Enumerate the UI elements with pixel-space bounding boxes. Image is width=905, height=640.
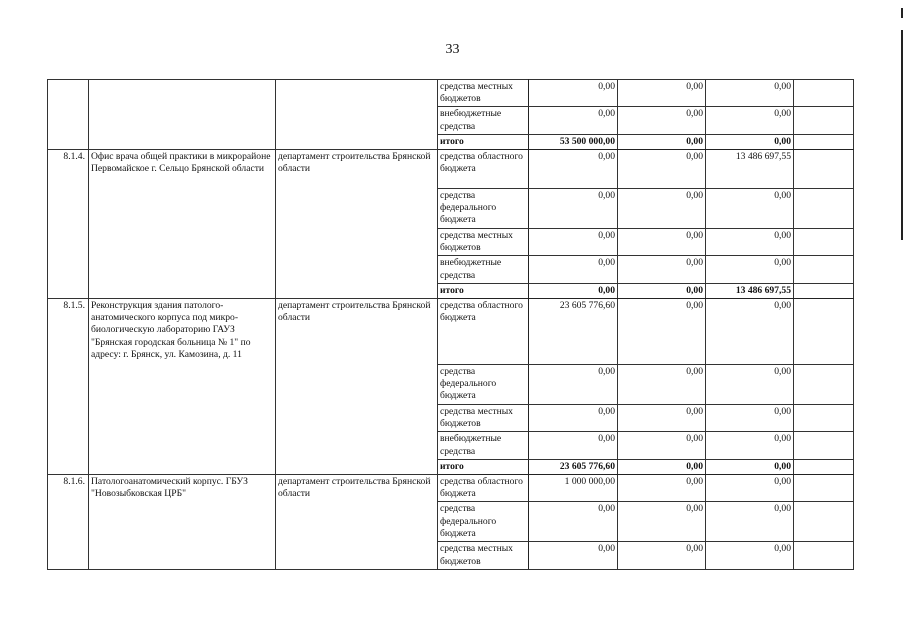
extra-cell <box>794 150 854 189</box>
value-cell: 0,00 <box>618 432 706 459</box>
value-cell: 0,00 <box>618 365 706 405</box>
value-cell: 0,00 <box>529 432 618 459</box>
value-cell: 0,00 <box>706 256 794 283</box>
code-cell: 8.1.5. <box>48 299 89 475</box>
extra-cell <box>794 107 854 134</box>
value-cell: 0,00 <box>529 542 618 569</box>
extra-cell <box>794 229 854 256</box>
value-cell: 0,00 <box>706 475 794 502</box>
value-cell: 0,00 <box>618 299 706 365</box>
source-cell: итого <box>438 459 529 474</box>
source-cell: средства местных бюджетов <box>438 405 529 432</box>
dept-cell: департамент строительства Брянской области <box>276 299 438 475</box>
dept-cell: департамент строительства Брянской области <box>276 150 438 299</box>
value-cell: 1 000 000,00 <box>529 475 618 502</box>
source-cell: итого <box>438 134 529 149</box>
source-cell: средства федерального бюджета <box>438 502 529 542</box>
extra-cell <box>794 459 854 474</box>
value-cell: 23 605 776,60 <box>529 459 618 474</box>
dept-cell: департамент строительства Брянской области <box>276 475 438 570</box>
value-cell: 0,00 <box>706 229 794 256</box>
code-cell <box>48 80 89 150</box>
budget-table <box>47 79 854 570</box>
name-cell: Офис врача общей практики в микрорайоне Первомайское г. Сельцо Брянской области <box>89 150 276 299</box>
extra-cell <box>794 80 854 107</box>
dept-cell <box>276 80 438 150</box>
value-cell: 0,00 <box>529 80 618 107</box>
value-cell: 13 486 697,55 <box>706 283 794 298</box>
source-cell: средства областного бюджета <box>438 150 529 189</box>
value-cell: 0,00 <box>618 256 706 283</box>
value-cell: 0,00 <box>706 542 794 569</box>
source-cell: средства областного бюджета <box>438 475 529 502</box>
value-cell: 53 500 000,00 <box>529 134 618 149</box>
value-cell: 0,00 <box>618 189 706 229</box>
value-cell: 0,00 <box>706 459 794 474</box>
table-row <box>48 150 854 189</box>
extra-cell <box>794 134 854 149</box>
value-cell: 0,00 <box>529 405 618 432</box>
name-cell <box>89 80 276 150</box>
code-cell: 8.1.6. <box>48 475 89 570</box>
value-cell: 0,00 <box>529 229 618 256</box>
extra-cell <box>794 299 854 365</box>
name-cell: Реконструкция здания патолого-анатомического корпуса под микро-биологическую лабораторию ГАУЗ "Брянская городская больница № 1" по адресу: г. Брянск, ул. Камозина, д. 11 <box>89 299 276 475</box>
extra-cell <box>794 365 854 405</box>
value-cell: 0,00 <box>706 189 794 229</box>
extra-cell <box>794 256 854 283</box>
value-cell: 0,00 <box>706 432 794 459</box>
value-cell: 0,00 <box>618 283 706 298</box>
scan-edge-line <box>901 30 903 240</box>
table-row <box>48 299 854 365</box>
value-cell: 0,00 <box>618 542 706 569</box>
source-cell: средства федерального бюджета <box>438 189 529 229</box>
value-cell: 0,00 <box>529 189 618 229</box>
value-cell: 0,00 <box>618 150 706 189</box>
source-cell: средства областного бюджета <box>438 299 529 365</box>
source-cell: средства федерального бюджета <box>438 365 529 405</box>
table-row <box>48 80 854 107</box>
source-cell: внебюджетные средства <box>438 256 529 283</box>
value-cell: 0,00 <box>618 405 706 432</box>
source-cell: внебюджетные средства <box>438 432 529 459</box>
value-cell: 0,00 <box>706 299 794 365</box>
source-cell: средства местных бюджетов <box>438 542 529 569</box>
extra-cell <box>794 405 854 432</box>
value-cell: 0,00 <box>706 134 794 149</box>
source-cell: средства местных бюджетов <box>438 229 529 256</box>
value-cell: 0,00 <box>529 365 618 405</box>
value-cell: 0,00 <box>706 405 794 432</box>
value-cell: 0,00 <box>529 256 618 283</box>
value-cell: 0,00 <box>706 365 794 405</box>
value-cell: 0,00 <box>529 107 618 134</box>
scan-edge-mark <box>901 8 903 18</box>
value-cell: 13 486 697,55 <box>706 150 794 189</box>
extra-cell <box>794 475 854 502</box>
extra-cell <box>794 542 854 569</box>
value-cell: 0,00 <box>706 80 794 107</box>
extra-cell <box>794 502 854 542</box>
extra-cell <box>794 283 854 298</box>
value-cell: 0,00 <box>618 134 706 149</box>
page-number: 33 <box>445 42 460 57</box>
value-cell: 0,00 <box>706 502 794 542</box>
value-cell: 0,00 <box>618 80 706 107</box>
code-cell: 8.1.4. <box>48 150 89 299</box>
source-cell: средства местных бюджетов <box>438 80 529 107</box>
value-cell: 0,00 <box>618 459 706 474</box>
value-cell: 0,00 <box>529 150 618 189</box>
value-cell: 0,00 <box>529 502 618 542</box>
value-cell: 23 605 776,60 <box>529 299 618 365</box>
source-cell: внебюджетные средства <box>438 107 529 134</box>
table-row <box>48 475 854 502</box>
extra-cell <box>794 432 854 459</box>
value-cell: 0,00 <box>618 229 706 256</box>
value-cell: 0,00 <box>529 283 618 298</box>
name-cell: Патологоанатомический корпус. ГБУЗ "Новозыбковская ЦРБ" <box>89 475 276 570</box>
extra-cell <box>794 189 854 229</box>
value-cell: 0,00 <box>618 475 706 502</box>
value-cell: 0,00 <box>706 107 794 134</box>
value-cell: 0,00 <box>618 502 706 542</box>
value-cell: 0,00 <box>618 107 706 134</box>
source-cell: итого <box>438 283 529 298</box>
